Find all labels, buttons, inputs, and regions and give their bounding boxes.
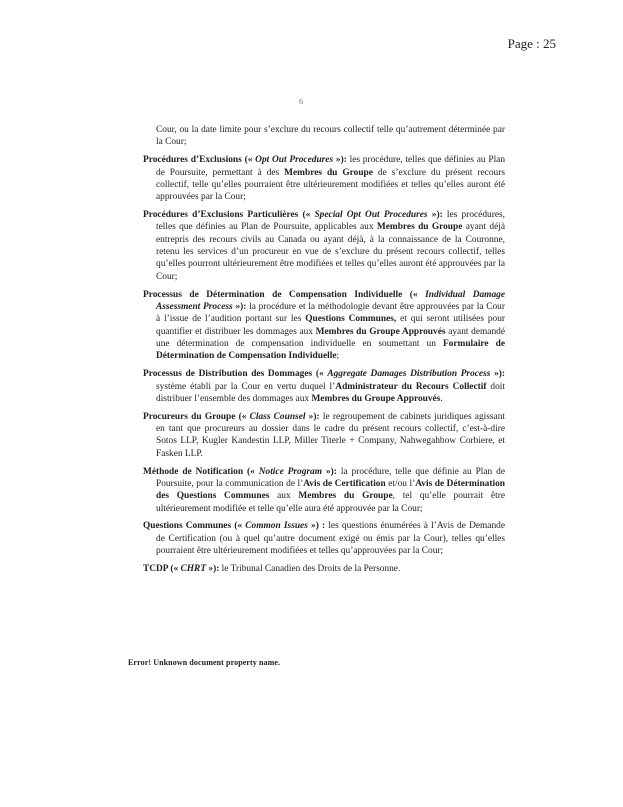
text-run: Procureurs du Groupe [143,411,236,422]
text-run: (« [241,155,256,166]
text-run: (« [235,411,250,422]
text-run: ») : [307,521,326,532]
text-run: la procédure, telle que définie au Plan de Poursuite, pour la communication de l’ [156,466,506,489]
paragraph [156,124,505,149]
text-run: Questions Communes, [305,314,397,325]
text-run: »): [322,466,337,477]
text-run: »): [333,155,347,166]
text-run: aux [269,491,299,502]
text-run: Membres du Groupe [376,222,463,233]
text-run: Membres du Groupe Approuvés [315,326,446,337]
paragraph [143,154,506,203]
text-run: (« [402,289,426,300]
text-run: Formulaire de Détermination de Compensation Individuelle [156,339,505,362]
text-run: système établi par la Cour en vertu duquel l’ [156,381,336,392]
text-run: ayant demandé une détermination de compensation individuelle en soumettant un [156,326,505,349]
text-run: les procédures, telles que définies au Plan de Poursuite, applicables aux [156,210,505,233]
text-run: (« [231,521,246,532]
text-run: Cour, ou la date limite pour s’exclure du recours collectif telle qu’autrement déterminée par la Cour; [156,125,505,148]
text-run: , tel qu’elle pourrait être ultérieurement modifiée et telle qu’elle aura été approuvée par la Cour; [156,491,505,514]
section-mark: 6 [299,97,303,106]
text-run: Procédures d’Exclusions [143,155,242,166]
text-run: et/ou l’ [385,478,416,489]
text-run: (« [168,564,181,574]
paragraph [143,466,506,515]
paragraph [143,289,505,363]
text-run: Class Counsel [249,411,306,422]
text-run: le regroupement de cabinets juridiques agissant en tant que procureurs au dossier dans le cadre du présent recours collectif, c’est-à-dire Sotos LLP, Kugler Kandestin LLP, Miller Titerle + Company, Nahwegahbow Corbiere, et Fasken LLP. [156,411,506,459]
text-run: ; [336,351,340,362]
text-run: »): [427,210,443,221]
text-run: CHRT [180,564,207,574]
text-run: Avis de Détermination des Questions Communes [156,478,505,502]
page-number: Page : 25 [507,36,556,51]
text-run: la procédure et la méthodologie devant être approuvées par la Cour à l’issue de l’audition portant sur les [156,301,505,325]
text-run: ayant déjà entrepris des recours civils au Canada ou ayant déjà, à la connaissance de la Couronne, retenu les services d’un procureur en vue de s’exclure du présent recours collectif, telles qu’elles pourront ultérieurement être modifiées et telles qu’elles auront été approuvées par la Cour; [156,222,506,282]
text-run: (« [312,369,328,380]
text-run: de s’exclure du présent recours collectif, telle qu’elles pourraient être ultérieurement modifiées et telles qu’elles auront été approuvées par la Cour; [156,167,505,203]
text-run: (« [243,466,259,477]
text-run: Procédures d’Exclusions Particulières [143,210,299,221]
text-run: Membres du Groupe [298,491,393,502]
text-run: . [440,393,443,404]
text-run: Membres du Groupe Approuvés [311,393,441,404]
footer-error-text: Error! Unknown document property name. [128,658,281,667]
document-body [143,124,505,575]
paragraph [143,209,506,283]
text-run: Individual Damage Assessment Process [156,289,505,312]
text-run: »): [490,369,506,380]
paragraph [143,368,506,405]
paragraph [143,411,506,460]
text-run: Common Issues [245,521,308,532]
text-run: Membres du Groupe [284,167,373,178]
text-run: »): [206,564,220,574]
text-run: doit distribuer l’ensemble des dommages aux [156,381,505,404]
text-run: Aggregate Damages Distribution Process [327,369,491,380]
text-run: Questions Communes [143,521,232,532]
text-run: (« [298,210,315,221]
text-run: et qui seront utilisées pour quantifier et distribuer les dommages aux [156,314,505,337]
text-run: Processus de Détermination de Compensation Individuelle [143,289,403,300]
text-run: TCDP [143,564,169,574]
text-run: les procédure, telles que définies au Plan de Poursuite, permettant à des [156,155,506,178]
paragraph [143,563,505,575]
text-run: Administrateur du Recours Collectif [335,381,487,392]
text-run: Notice Program [258,466,323,477]
text-run: Méthode de Notification [143,466,244,477]
paragraph [143,520,505,557]
text-run: »): [232,301,247,312]
text-run: Opt Out Procedures [255,155,334,166]
text-run: le Tribunal Canadien des Droits de la Personne. [219,564,401,574]
text-run: Avis de Certification [303,478,386,489]
text-run: »): [305,411,320,422]
text-run: Processus de Distribution des Dommages [143,369,313,380]
text-run: Special Opt Out Procedures [314,210,428,221]
text-run: les questions énumérées à l’Avis de Demande de Certification (ou à quel qu’autre document exigé ou émis par la Cour), telles qu’elles pourraient être ultérieurement modifiées et telles qu’approuvées par la Cour; [156,521,505,557]
